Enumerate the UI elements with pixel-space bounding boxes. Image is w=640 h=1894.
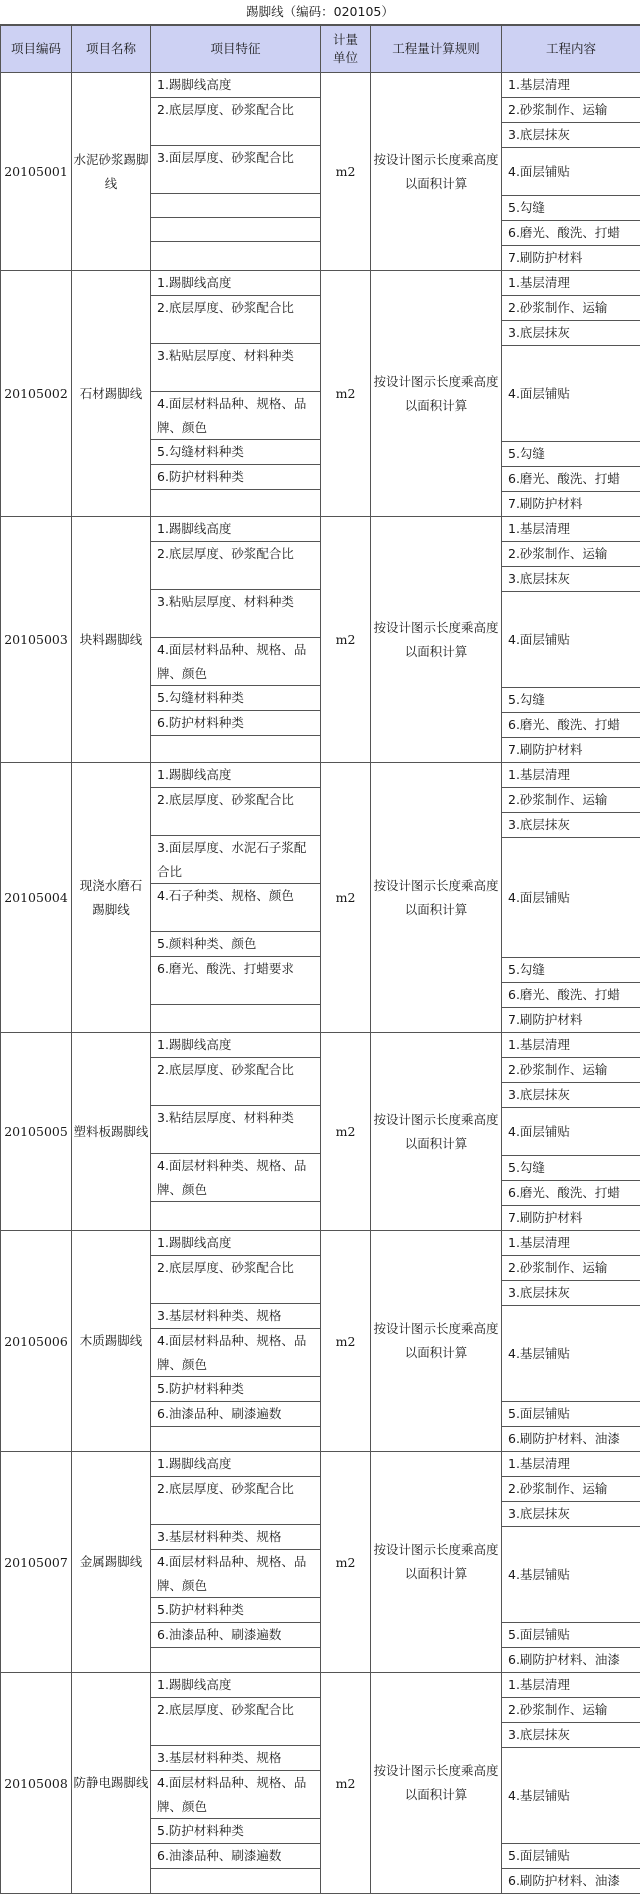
table-row (1, 271, 640, 517)
header-features: 项目特征 (151, 26, 321, 73)
feature-line: 4.石子种类、规格、颜色 (151, 883, 320, 931)
feature-line: 3.粘贴层厚度、材料种类 (151, 343, 320, 391)
content-line: 2.砂浆制作、运输 (502, 1697, 640, 1722)
feature-line: 6.油漆品种、刷漆遍数 (151, 1843, 320, 1868)
content-line: 4.基层铺贴 (502, 1526, 640, 1622)
feature-line: 1.踢脚线高度 (151, 517, 320, 541)
feature-line: 3.面层厚度、砂浆配合比 (151, 145, 320, 193)
content-line: 5.面层铺贴 (502, 1843, 640, 1868)
item-features (151, 1033, 321, 1231)
item-contents (502, 1033, 640, 1231)
content-line: 6.磨光、酸洗、打蜡 (502, 982, 640, 1007)
item-features (151, 517, 321, 763)
item-unit: m2 (321, 73, 371, 271)
item-code: 20105001 (1, 73, 72, 271)
content-line: 6.刷防护材料、油漆 (502, 1647, 640, 1672)
content-line: 6.刷防护材料、油漆 (502, 1868, 640, 1893)
content-line: 3.底层抹灰 (502, 1082, 640, 1107)
empty-line (151, 1201, 320, 1225)
content-line: 7.刷防护材料 (502, 1205, 640, 1230)
empty-line (151, 1647, 320, 1671)
feature-line: 1.踢脚线高度 (151, 271, 320, 295)
feature-line: 2.底层厚度、砂浆配合比 (151, 1255, 320, 1303)
item-code: 20105007 (1, 1452, 72, 1673)
feature-line: 4.面层材料品种、规格、品牌、颜色 (151, 1549, 320, 1597)
table-row (1, 1452, 640, 1673)
feature-line: 1.踢脚线高度 (151, 763, 320, 787)
item-unit: m2 (321, 763, 371, 1033)
header-name: 项目名称 (72, 26, 151, 73)
item-name: 木质踢脚线 (72, 1231, 151, 1452)
feature-line: 5.勾缝材料种类 (151, 685, 320, 710)
content-line: 7.刷防护材料 (502, 737, 640, 762)
item-features (151, 763, 321, 1033)
header-row (1, 26, 640, 73)
content-line: 4.面层铺贴 (502, 837, 640, 957)
feature-line: 2.底层厚度、砂浆配合比 (151, 1697, 320, 1745)
content-line: 1.基层清理 (502, 763, 640, 787)
content-line: 2.砂浆制作、运输 (502, 1255, 640, 1280)
content-line: 1.基层清理 (502, 1231, 640, 1255)
feature-line: 4.面层材料品种、规格、品牌、颜色 (151, 1328, 320, 1376)
content-line: 7.刷防护材料 (502, 1007, 640, 1032)
content-line: 3.底层抹灰 (502, 320, 640, 345)
feature-line: 6.防护材料种类 (151, 710, 320, 735)
item-contents (502, 1673, 640, 1894)
content-line: 5.勾缝 (502, 195, 640, 220)
content-line: 6.磨光、酸洗、打蜡 (502, 220, 640, 245)
content-line: 4.面层铺贴 (502, 591, 640, 687)
content-line: 6.磨光、酸洗、打蜡 (502, 466, 640, 491)
content-line: 2.砂浆制作、运输 (502, 97, 640, 122)
item-code: 20105002 (1, 271, 72, 517)
item-features (151, 271, 321, 517)
table-body (1, 73, 640, 1894)
feature-line: 6.磨光、酸洗、打蜡要求 (151, 956, 320, 1004)
table-row (1, 517, 640, 763)
item-unit: m2 (321, 271, 371, 517)
item-name: 块料踢脚线 (72, 517, 151, 763)
item-name: 金属踢脚线 (72, 1452, 151, 1673)
content-line: 3.底层抹灰 (502, 566, 640, 591)
content-line: 4.面层铺贴 (502, 345, 640, 441)
item-rule: 按设计图示长度乘高度以面积计算 (371, 271, 502, 517)
item-rule: 按设计图示长度乘高度以面积计算 (371, 1452, 502, 1673)
content-line: 5.面层铺贴 (502, 1622, 640, 1647)
empty-line (151, 241, 320, 265)
content-line: 2.砂浆制作、运输 (502, 787, 640, 812)
empty-line (151, 217, 320, 241)
item-rule: 按设计图示长度乘高度以面积计算 (371, 517, 502, 763)
item-name: 防静电踢脚线 (72, 1673, 151, 1894)
feature-line: 4.面层材料种类、规格、品牌、颜色 (151, 1153, 320, 1201)
content-line: 5.勾缝 (502, 441, 640, 466)
feature-line: 6.油漆品种、刷漆遍数 (151, 1622, 320, 1647)
feature-line: 3.面层厚度、水泥石子浆配合比 (151, 835, 320, 883)
feature-line: 5.颜料种类、颜色 (151, 931, 320, 956)
feature-line: 6.防护材料种类 (151, 464, 320, 489)
feature-line: 1.踢脚线高度 (151, 1452, 320, 1476)
empty-line (151, 193, 320, 217)
item-contents (502, 1231, 640, 1452)
item-contents (502, 763, 640, 1033)
content-line: 3.底层抹灰 (502, 1722, 640, 1747)
item-contents (502, 271, 640, 517)
item-contents (502, 73, 640, 271)
empty-line (151, 735, 320, 759)
feature-line: 3.粘结层厚度、材料种类 (151, 1105, 320, 1153)
feature-line: 3.基层材料种类、规格 (151, 1303, 320, 1328)
content-line: 7.刷防护材料 (502, 491, 640, 516)
table-caption: 踢脚线（编码：020105） (0, 0, 640, 25)
content-line: 5.勾缝 (502, 957, 640, 982)
content-line: 6.磨光、酸洗、打蜡 (502, 712, 640, 737)
item-rule: 按设计图示长度乘高度以面积计算 (371, 1673, 502, 1894)
item-code: 20105004 (1, 763, 72, 1033)
content-line: 3.底层抹灰 (502, 122, 640, 147)
item-rule: 按设计图示长度乘高度以面积计算 (371, 1033, 502, 1231)
item-contents (502, 517, 640, 763)
content-line: 4.基层铺贴 (502, 1305, 640, 1401)
item-unit: m2 (321, 1033, 371, 1231)
empty-line (151, 1868, 320, 1892)
content-line: 2.砂浆制作、运输 (502, 541, 640, 566)
feature-line: 3.基层材料种类、规格 (151, 1524, 320, 1549)
feature-line: 1.踢脚线高度 (151, 1231, 320, 1255)
feature-line: 2.底层厚度、砂浆配合比 (151, 1476, 320, 1524)
content-line: 5.面层铺贴 (502, 1401, 640, 1426)
content-line: 3.底层抹灰 (502, 1501, 640, 1526)
feature-line: 1.踢脚线高度 (151, 73, 320, 97)
quantity-table (0, 25, 640, 1894)
item-rule: 按设计图示长度乘高度以面积计算 (371, 763, 502, 1033)
content-line: 1.基层清理 (502, 271, 640, 295)
item-unit: m2 (321, 1231, 371, 1452)
header-unit: 计量单位 (321, 26, 371, 73)
table-row (1, 73, 640, 271)
item-unit: m2 (321, 1452, 371, 1673)
item-code: 20105006 (1, 1231, 72, 1452)
content-line: 2.砂浆制作、运输 (502, 1057, 640, 1082)
feature-line: 6.油漆品种、刷漆遍数 (151, 1401, 320, 1426)
feature-line: 2.底层厚度、砂浆配合比 (151, 1057, 320, 1105)
item-code: 20105008 (1, 1673, 72, 1894)
item-features (151, 1231, 321, 1452)
content-line: 3.底层抹灰 (502, 1280, 640, 1305)
content-line: 2.砂浆制作、运输 (502, 295, 640, 320)
content-line: 1.基层清理 (502, 1673, 640, 1697)
header-rule: 工程量计算规则 (371, 26, 502, 73)
feature-line: 2.底层厚度、砂浆配合比 (151, 541, 320, 589)
feature-line: 4.面层材料品种、规格、品牌、颜色 (151, 391, 320, 439)
feature-line: 5.勾缝材料种类 (151, 439, 320, 464)
item-name: 石材踢脚线 (72, 271, 151, 517)
content-line: 2.砂浆制作、运输 (502, 1476, 640, 1501)
item-name: 水泥砂浆踢脚线 (72, 73, 151, 271)
content-line: 4.面层铺贴 (502, 147, 640, 195)
content-line: 1.基层清理 (502, 517, 640, 541)
empty-line (151, 1426, 320, 1450)
content-line: 4.面层铺贴 (502, 1107, 640, 1155)
item-features (151, 1673, 321, 1894)
item-rule: 按设计图示长度乘高度以面积计算 (371, 73, 502, 271)
content-line: 3.底层抹灰 (502, 812, 640, 837)
feature-line: 2.底层厚度、砂浆配合比 (151, 295, 320, 343)
table-row (1, 763, 640, 1033)
feature-line: 1.踢脚线高度 (151, 1033, 320, 1057)
table-row (1, 1673, 640, 1894)
item-name: 塑料板踢脚线 (72, 1033, 151, 1231)
content-line: 7.刷防护材料 (502, 245, 640, 270)
item-features (151, 1452, 321, 1673)
feature-line: 3.粘贴层厚度、材料种类 (151, 589, 320, 637)
item-code: 20105003 (1, 517, 72, 763)
item-unit: m2 (321, 517, 371, 763)
content-line: 6.磨光、酸洗、打蜡 (502, 1180, 640, 1205)
header-code: 项目编码 (1, 26, 72, 73)
content-line: 1.基层清理 (502, 1452, 640, 1476)
feature-line: 1.踢脚线高度 (151, 1673, 320, 1697)
table-row (1, 1033, 640, 1231)
feature-line: 5.防护材料种类 (151, 1376, 320, 1401)
feature-line: 5.防护材料种类 (151, 1818, 320, 1843)
header-content: 工程内容 (502, 26, 640, 73)
empty-line (151, 489, 320, 513)
content-line: 5.勾缝 (502, 1155, 640, 1180)
content-line: 1.基层清理 (502, 73, 640, 97)
content-line: 1.基层清理 (502, 1033, 640, 1057)
item-contents (502, 1452, 640, 1673)
item-unit: m2 (321, 1673, 371, 1894)
item-rule: 按设计图示长度乘高度以面积计算 (371, 1231, 502, 1452)
feature-line: 5.防护材料种类 (151, 1597, 320, 1622)
item-features (151, 73, 321, 271)
content-line: 5.勾缝 (502, 687, 640, 712)
empty-line (151, 1004, 320, 1028)
table-row (1, 1231, 640, 1452)
feature-line: 4.面层材料品种、规格、品牌、颜色 (151, 637, 320, 685)
feature-line: 2.底层厚度、砂浆配合比 (151, 97, 320, 145)
item-name: 现浇水磨石 踢脚线 (72, 763, 151, 1033)
feature-line: 4.面层材料品种、规格、品牌、颜色 (151, 1770, 320, 1818)
content-line: 6.刷防护材料、油漆 (502, 1426, 640, 1451)
item-code: 20105005 (1, 1033, 72, 1231)
feature-line: 3.基层材料种类、规格 (151, 1745, 320, 1770)
content-line: 4.基层铺贴 (502, 1747, 640, 1843)
feature-line: 2.底层厚度、砂浆配合比 (151, 787, 320, 835)
